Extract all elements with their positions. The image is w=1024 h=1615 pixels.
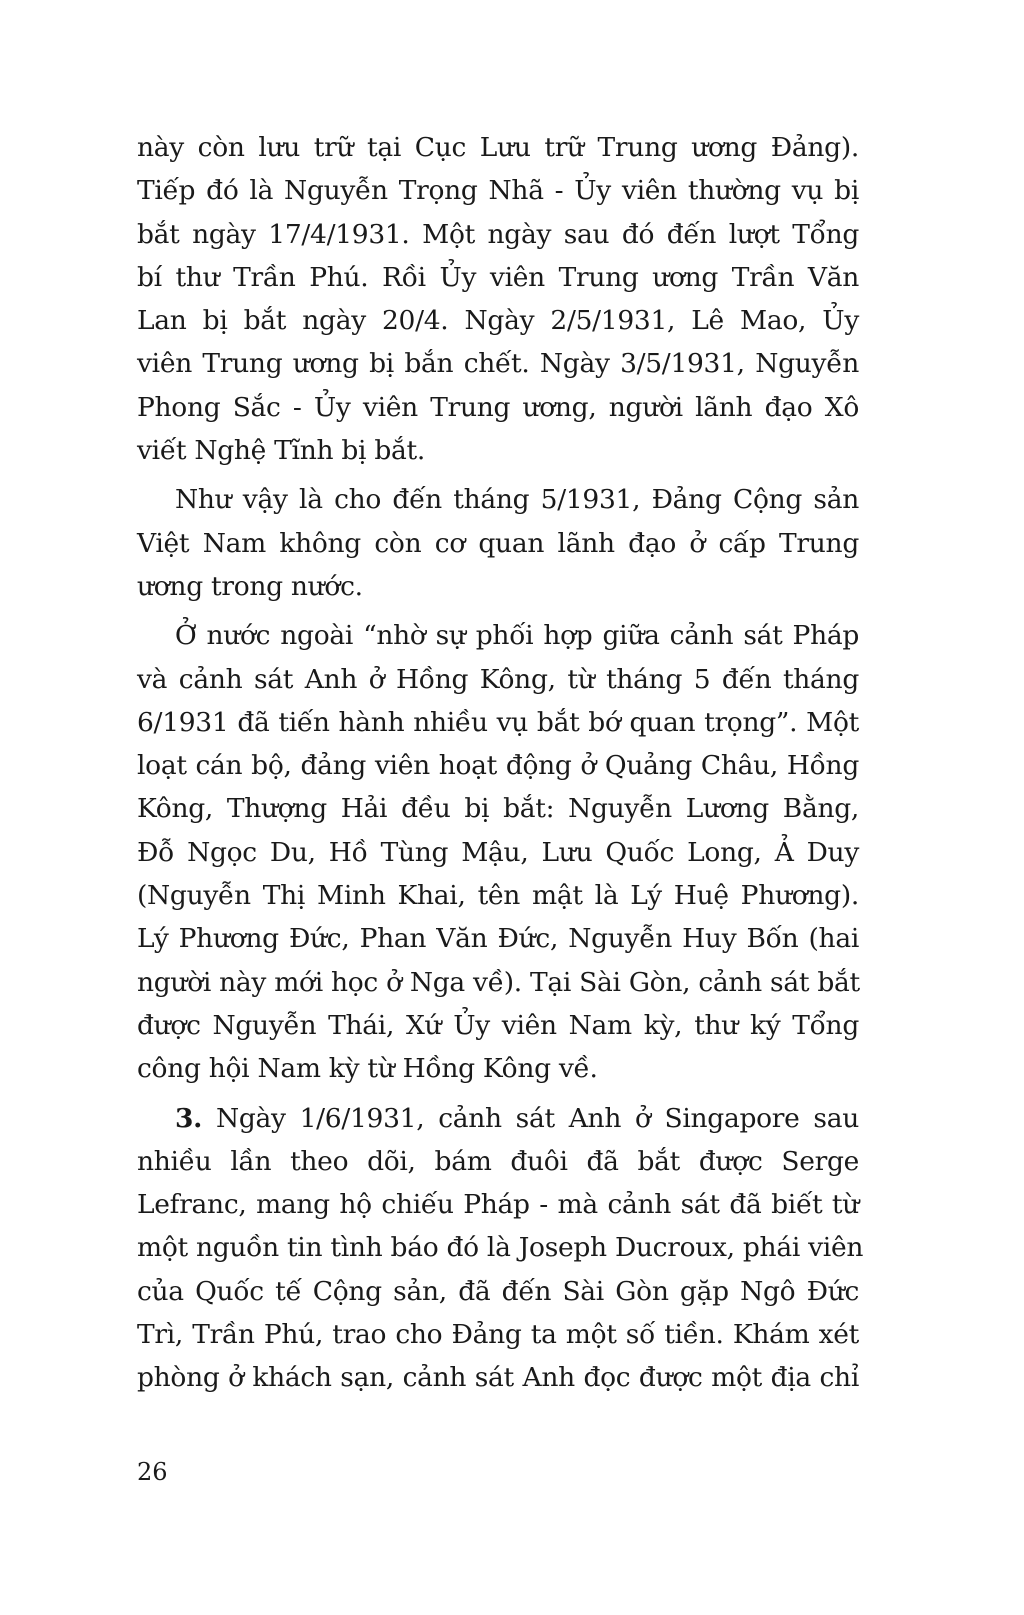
paragraph [137, 614, 859, 1090]
text-line [137, 961, 859, 1004]
text-line [137, 522, 859, 565]
line-text: một nguồn tin tình báo đó là Joseph Ducroux, phái viên [137, 1232, 864, 1264]
line-text: Việt Nam không còn cơ quan lãnh đạo ở cấp Trung [137, 527, 859, 559]
text-line [137, 1140, 859, 1183]
line-text: Ngày 1/6/1931, cảnh sát Anh ở Singapore sau [202, 1102, 859, 1134]
text-line [137, 1313, 859, 1356]
text-line [137, 478, 859, 521]
line-text: của Quốc tế Cộng sản, đã đến Sài Gòn gặp Ngô Đức [137, 1275, 859, 1307]
text-line [137, 1356, 859, 1399]
text-line [137, 386, 859, 429]
text-line [137, 429, 859, 472]
line-text: viết Nghệ Tĩnh bị bắt. [137, 435, 425, 467]
line-text: người này mới học ở Nga về). Tại Sài Gòn, cảnh sát bắt [137, 966, 860, 998]
paragraph [137, 126, 859, 472]
line-text: Lefranc, mang hộ chiếu Pháp - mà cảnh sát đã biết từ [137, 1189, 859, 1221]
line-text: (Nguyễn Thị Minh Khai, tên mật là Lý Huệ Phương). [137, 880, 859, 912]
text-line [137, 874, 859, 917]
text-line [137, 213, 859, 256]
text-line [137, 658, 859, 701]
line-text: được Nguyễn Thái, Xứ Ủy viên Nam kỳ, thư ký Tổng [137, 1009, 859, 1041]
text-line [137, 1183, 859, 1226]
line-text: 6/1931 đã tiến hành nhiều vụ bắt bớ quan trọng”. Một [137, 706, 859, 738]
text-line [137, 565, 859, 608]
text-line [137, 256, 859, 299]
line-text: Đỗ Ngọc Du, Hồ Tùng Mậu, Lưu Quốc Long, Ả Duy [137, 836, 859, 868]
text-line [137, 917, 859, 960]
line-text: loạt cán bộ, đảng viên hoạt động ở Quảng Châu, Hồng [137, 750, 859, 782]
text-line [137, 1226, 864, 1269]
line-text: Kông, Thượng Hải đều bị bắt: Nguyễn Lương Bằng, [137, 793, 859, 825]
text-line [137, 744, 859, 787]
text-line [137, 1097, 859, 1140]
text-line [137, 169, 859, 212]
line-text: ương trong nước. [137, 570, 363, 602]
line-text: và cảnh sát Anh ở Hồng Kông, từ tháng 5 đến tháng [137, 663, 859, 695]
text-line [137, 1047, 859, 1090]
line-text: công hội Nam kỳ từ Hồng Kông về. [137, 1053, 598, 1085]
body-text [137, 126, 864, 1400]
line-text: Phong Sắc - Ủy viên Trung ương, người lãnh đạo Xô [137, 391, 859, 423]
text-line [137, 299, 859, 342]
text-line [137, 787, 859, 830]
text-line [137, 1270, 859, 1313]
text-line [137, 126, 859, 169]
text-line [137, 831, 859, 874]
line-text: Ở nước ngoài “nhờ sự phối hợp giữa cảnh sát Pháp [175, 620, 859, 652]
line-text: Trì, Trần Phú, trao cho Đảng ta một số tiền. Khám xét [137, 1319, 859, 1351]
text-line [137, 1004, 859, 1047]
paragraph [137, 1097, 864, 1400]
line-text: nhiều lần theo dõi, bám đuôi đã bắt được Serge [137, 1145, 859, 1177]
text-line [137, 614, 859, 657]
line-text: phòng ở khách sạn, cảnh sát Anh đọc được một địa chỉ [137, 1362, 859, 1394]
line-text: Lý Phương Đức, Phan Văn Đức, Nguyễn Huy Bốn (hai [137, 923, 859, 955]
line-text: này còn lưu trữ tại Cục Lưu trữ Trung ương Đảng). [137, 132, 859, 163]
line-text: bắt ngày 17/4/1931. Một ngày sau đó đến lượt Tổng [137, 218, 859, 250]
line-text: Như vậy là cho đến tháng 5/1931, Đảng Cộng sản [175, 484, 859, 516]
text-line [137, 701, 859, 744]
line-text: viên Trung ương bị bắn chết. Ngày 3/5/1931, Nguyễn [137, 348, 859, 380]
section-number: 3. [175, 1102, 203, 1134]
line-text: bí thư Trần Phú. Rồi Ủy viên Trung ương Trần Văn [137, 261, 859, 293]
line-text: Lan bị bắt ngày 20/4. Ngày 2/5/1931, Lê Mao, Ủy [137, 305, 859, 337]
page-number: 26 [137, 1458, 168, 1486]
text-line [137, 342, 859, 385]
line-text: Tiếp đó là Nguyễn Trọng Nhã - Ủy viên thường vụ bị [137, 175, 859, 207]
paragraph [137, 478, 859, 608]
